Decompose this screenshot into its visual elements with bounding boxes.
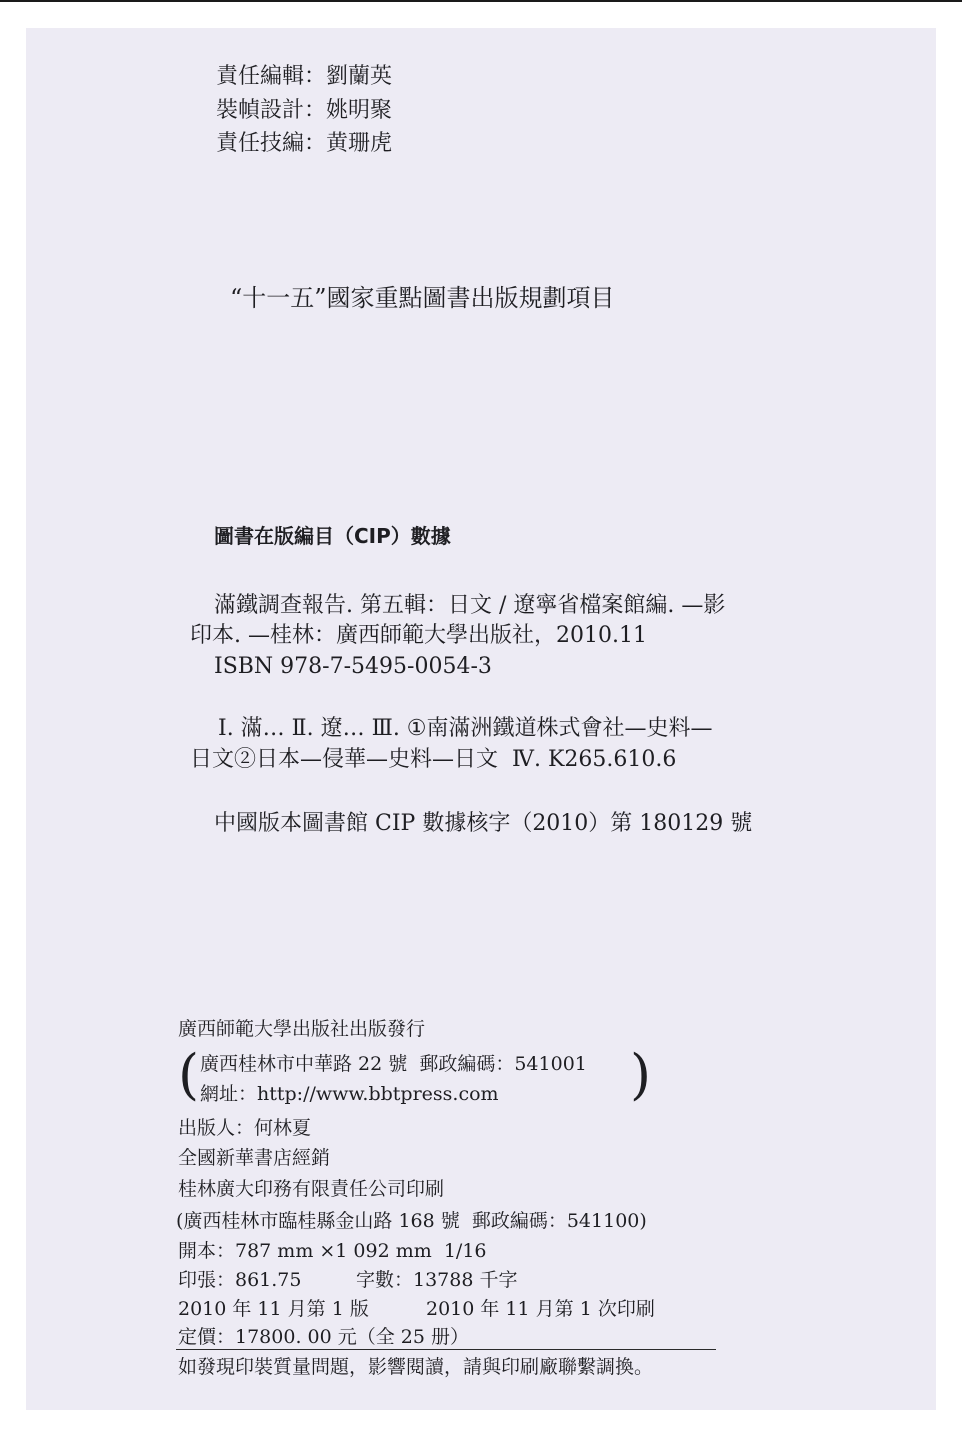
printing: 2010 年 11 月第 1 次印刷: [426, 1298, 655, 1320]
top-border: [0, 0, 962, 2]
edition: 2010 年 11 月第 1 版: [178, 1298, 369, 1320]
cip-title-line-2: 印本. —桂林：廣西師範大學出版社，2010.11: [190, 623, 647, 648]
printer: 桂林廣大印務有限責任公司印刷: [178, 1178, 445, 1200]
cip-subject-line-1: Ⅰ. 滿… Ⅱ. 遼… Ⅲ. ①南滿洲鐵道株式會社—史料—: [218, 716, 713, 741]
price: 定價：17800. 00 元（全 25 册）: [178, 1326, 469, 1348]
bracket-open: (: [178, 1043, 200, 1106]
credit-designer: 裝幀設計：姚明聚: [216, 98, 393, 123]
copyright-page: [26, 28, 936, 1410]
cip-number: 中國版本圖書館 CIP 數據核字（2010）第 180129 號: [214, 811, 753, 836]
distributor: 全國新華書店經銷: [178, 1147, 331, 1169]
bracket-close: ): [630, 1043, 652, 1106]
credit-editor: 責任編輯：劉蘭英: [216, 64, 393, 89]
publisher-website: 網址：http://www.bbtpress.com: [200, 1083, 499, 1105]
cip-title-line-1: 滿鐵調查報告. 第五輯：日文 / 遼寧省檔案館編. —影: [214, 593, 726, 618]
printing-sheets: 印張：861.75: [178, 1269, 302, 1291]
quality-notice: 如發現印裝質量問題，影響閱讀，請與印刷廠聯繫調換。: [178, 1356, 654, 1378]
project-line: “十一五”國家重點圖書出版規劃項目: [230, 284, 615, 312]
divider-line: [176, 1349, 716, 1350]
cip-isbn: ISBN 978-7-5495-0054-3: [214, 654, 492, 679]
book-format: 開本：787 mm ×1 092 mm 1/16: [178, 1240, 487, 1262]
publisher-address: 廣西桂林市中華路 22 號 郵政編碼：541001: [200, 1053, 587, 1075]
word-count: 字數：13788 千字: [356, 1269, 518, 1291]
cip-heading: 圖書在版編目（CIP）數據: [214, 524, 451, 548]
cip-subject-line-2: 日文②日本—侵華—史料—日文 Ⅳ. K265.610.6: [190, 747, 677, 772]
printer-address: (廣西桂林市臨桂縣金山路 168 號 郵政編碼：541100): [176, 1210, 647, 1232]
publisher: 廣西師範大學出版社出版發行: [178, 1018, 426, 1040]
publisher-person: 出版人：何林夏: [178, 1117, 312, 1139]
credit-technical-editor: 責任技編：黄珊虎: [216, 131, 393, 156]
